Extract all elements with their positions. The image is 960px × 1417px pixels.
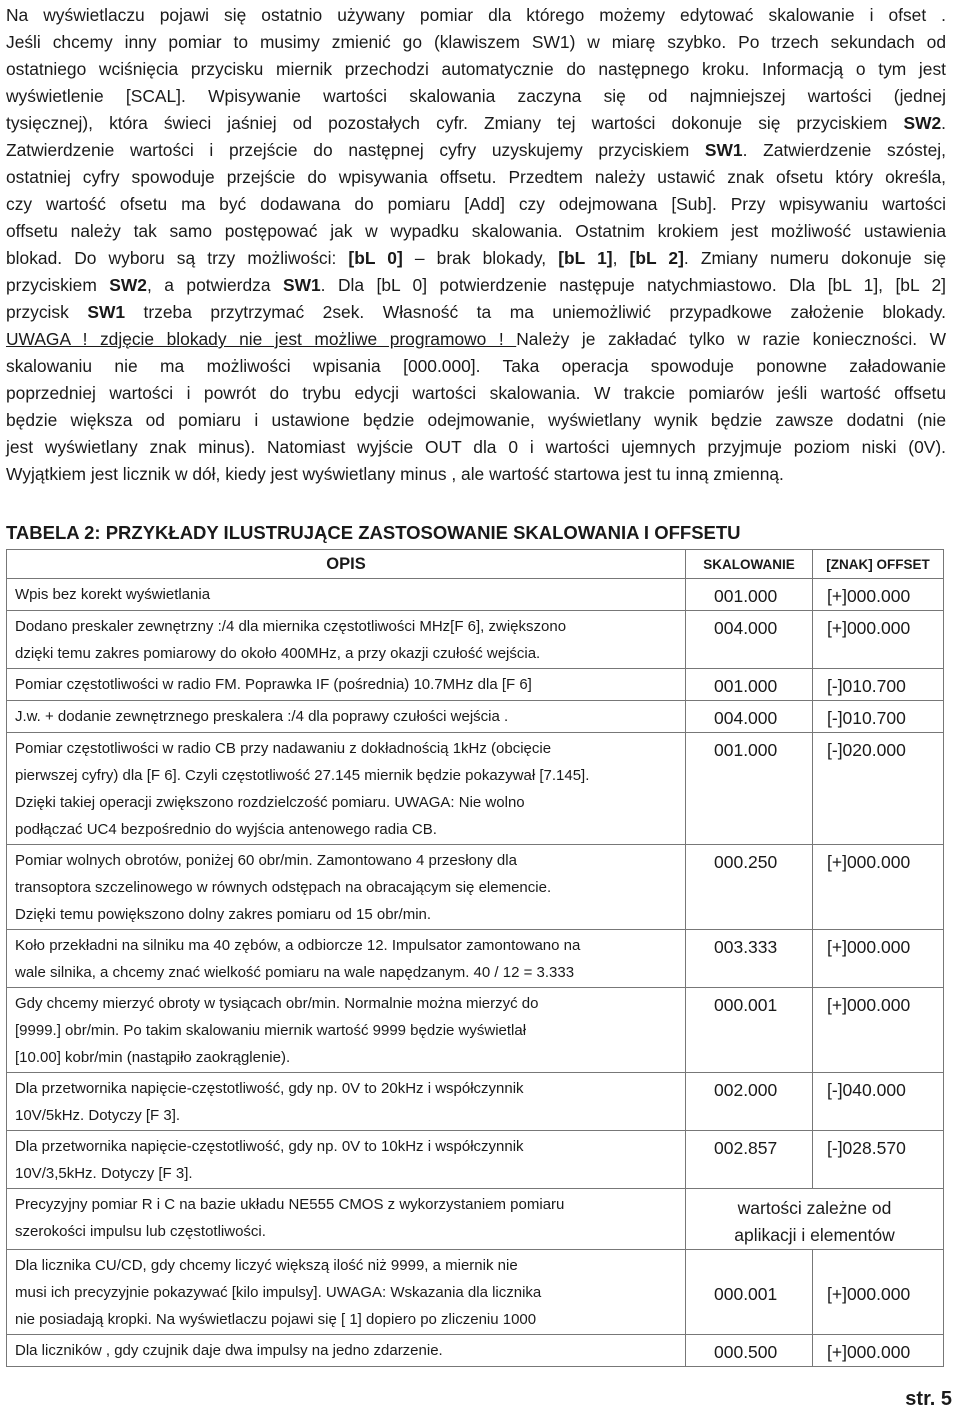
merged-value-cell	[686, 1189, 944, 1250]
row-description	[7, 611, 686, 669]
description-line: Dla przetwornika napięcie-częstotliwość, gdy np. 0V to 20kHz i współczynnik	[15, 1080, 524, 1097]
row-description	[7, 733, 686, 845]
description-line: Dla liczników , gdy czujnik daje dwa impulsy na jedno zdarzenie.	[15, 1342, 443, 1359]
row-description	[7, 930, 686, 988]
intro-line: przycisk SW1 trzeba przytrzymać 2sek. Własność ta ma uniemożliwić przypadkowe założenie blokady.	[6, 302, 947, 322]
header-opis: OPIS	[7, 550, 686, 579]
offset-value: [+]000.000	[813, 1250, 944, 1335]
table-header-row	[7, 550, 944, 579]
offset-value: [+]000.000	[813, 1335, 944, 1367]
offset-value: [-]040.000	[813, 1073, 944, 1131]
row-description	[7, 1335, 686, 1367]
description-line: musi ich precyzyjnie pokazywać [kilo impulsy]. UWAGA: Wskazania dla licznika	[15, 1284, 542, 1301]
merged-value-line: wartości zależne od	[737, 1198, 892, 1218]
description-line: Pomiar wolnych obrotów, poniżej 60 obr/min. Zamontowano 4 przesłony dla	[15, 852, 517, 869]
scale-value: 002.857	[686, 1131, 813, 1189]
intro-line: Na wyświetlaczu pojawi się ostatnio używany pomiar dla którego możemy edytować skalowanie i ofset .	[6, 5, 946, 25]
description-line: 10V/5kHz. Dotyczy [F 3].	[15, 1107, 181, 1124]
intro-line: ostatniego wciśnięcia przycisku miernik przechodzi automatycznie do następnego kroku. Informacją o tym jest	[6, 59, 946, 79]
scale-value: 004.000	[686, 701, 813, 733]
intro-line: skalowaniu nie ma możliwości wpisania [000.000]. Taka operacja spowoduje ponowne załadowanie	[6, 356, 946, 376]
intro-line: Jeśli chcemy inny pomiar to musimy zmienić go (klawiszem SW1) w miarę szybko. Po trzech sekundach od	[6, 32, 946, 52]
table-row	[7, 930, 944, 988]
intro-line: będzie większa od pomiaru i ustawione będzie odejmowanie, wyświetlany wynik będzie zawsze dodatni (nie	[6, 410, 946, 430]
header-skalowanie: SKALOWANIE	[686, 550, 813, 579]
offset-value: [-]028.570	[813, 1131, 944, 1189]
table-row	[7, 988, 944, 1073]
offset-value: [-]020.000	[813, 733, 944, 845]
offset-value: [-]010.700	[813, 669, 944, 701]
row-description	[7, 669, 686, 701]
table-row	[7, 1189, 944, 1250]
description-line: szerokości impulsu lub częstotliwości.	[15, 1223, 266, 1240]
intro-line: UWAGA ! zdjęcie blokady nie jest możliwe programowo ! Należy je zakładać tylko w razie konieczności. W	[6, 329, 946, 349]
description-line: pierwszej cyfry) dla [F 6]. Czyli częstotliwość 27.145 miernik będzie pokazywał [7.145].	[15, 767, 590, 784]
description-line: Dodano preskaler zewnętrzny :/4 dla miernika częstotliwości MHz[F 6], zwiększono	[15, 618, 567, 635]
table-row	[7, 1131, 944, 1189]
table-row	[7, 701, 944, 733]
description-line: Pomiar częstotliwości w radio CB przy nadawaniu z dokładnością 1kHz (obcięcie	[15, 740, 552, 757]
intro-line: ostatniej cyfry spowoduje przejście do wpisywania offsetu. Przedtem należy ustawić znak ofsetu który określa,	[6, 167, 946, 187]
description-line: transoptora szczelinowego w równych odstępach na obracającym się elemencie.	[15, 879, 552, 896]
description-line: nie posiadają kropki. Na wyświetlaczu pojawi się [ 1] dopiero po zliczeniu 1000	[15, 1311, 537, 1328]
row-description	[7, 701, 686, 733]
description-line: Dla przetwornika napięcie-częstotliwość, gdy np. 0V to 10kHz i współczynnik	[15, 1138, 524, 1155]
scale-value: 004.000	[686, 611, 813, 669]
row-description	[7, 1073, 686, 1131]
table-row	[7, 845, 944, 930]
offset-value: [+]000.000	[813, 930, 944, 988]
description-line: Koło przekładni na silniku ma 40 zębów, a odbiorcze 12. Impulsator zamontowano na	[15, 937, 581, 954]
description-line: 10V/3,5kHz. Dotyczy [F 3].	[15, 1165, 193, 1182]
description-line: Dzięki takiej operacji zwiększono rozdzielczość pomiaru. UWAGA: Nie wolno	[15, 794, 525, 811]
table-row	[7, 611, 944, 669]
table-row	[7, 1250, 944, 1335]
table-title: TABELA 2: PRZYKŁADY ILUSTRUJĄCE ZASTOSOWANIE SKALOWANIA I OFFSETU	[6, 522, 741, 543]
description-line: Wpis bez korekt wyświetlania	[15, 586, 211, 603]
scale-value: 001.000	[686, 733, 813, 845]
description-line: [10.00] kobr/min (nastąpiło zaokrąglenie).	[15, 1049, 291, 1066]
intro-line: tysięcznej), która świeci jaśniej od pozostałych cyfr. Zmiany tej wartości dokonuje się przyciskiem SW2.	[6, 113, 946, 133]
scale-value: 001.000	[686, 579, 813, 611]
offset-value: [-]010.700	[813, 701, 944, 733]
intro-paragraph	[6, 2, 946, 488]
intro-line: przyciskiem SW2, a potwierdza SW1. Dla [bL 0] potwierdzenie następuje natychmiastowo. Dla [bL 1], [bL 2]	[6, 275, 946, 295]
description-line: Dla licznika CU/CD, gdy chcemy liczyć większą ilość niż 9999, a miernik nie	[15, 1257, 518, 1274]
page-number: str. 5	[905, 1388, 952, 1410]
scale-value: 000.500	[686, 1335, 813, 1367]
table-row	[7, 579, 944, 611]
scale-value: 002.000	[686, 1073, 813, 1131]
row-description	[7, 1131, 686, 1189]
description-line: J.w. + dodanie zewnętrznego preskalera :/4 dla poprawy czułości wejścia .	[15, 708, 509, 725]
intro-line: blokad. Do wyboru są trzy możliwości: [bL 0] – brak blokady, [bL 1], [bL 2]. Zmiany numeru dokonuje się	[6, 248, 947, 268]
description-line: podłączać UC4 bezpośrednio do wyjścia antenowego radia CB.	[15, 821, 437, 838]
scale-value: 003.333	[686, 930, 813, 988]
description-line: Pomiar częstotliwości w radio FM. Poprawka IF (pośrednia) 10.7MHz dla [F 6]	[15, 676, 532, 693]
row-description	[7, 579, 686, 611]
offset-value: [+]000.000	[813, 579, 944, 611]
description-line: Gdy chcemy mierzyć obroty w tysiącach obr/min. Normalnie można mierzyć do	[15, 995, 539, 1012]
scale-value: 001.000	[686, 669, 813, 701]
description-line: dzięki temu zakres pomiarowy do około 400MHz, a przy okazji czułość wejścia.	[15, 645, 541, 662]
scale-value: 000.001	[686, 1250, 813, 1335]
description-line: Dzięki temu powiększono dolny zakres pomiaru od 15 obr/min.	[15, 906, 432, 923]
intro-line: Wyjątkiem jest licznik w dół, kiedy jest wyświetlany minus , ale wartość startowa jest tu inną zmienną.	[6, 464, 784, 484]
offset-value: [+]000.000	[813, 845, 944, 930]
intro-line: Zatwierdzenie wartości i przejście do następnej cyfry uzyskujemy przyciskiem SW1. Zatwierdzenie szóstej,	[6, 140, 946, 160]
table-row	[7, 1335, 944, 1367]
scaling-examples-table	[6, 549, 944, 1367]
description-line: [9999.] obr/min. Po takim skalowaniu miernik wartość 9999 będzie wyświetlał	[15, 1022, 527, 1039]
intro-line: jest wyświetlany znak minus). Natomiast wyjście OUT dla 0 i wartości ujemnych przyjmuje poziom niski (0V).	[6, 437, 946, 457]
row-description	[7, 1189, 686, 1250]
table-row	[7, 733, 944, 845]
offset-value: [+]000.000	[813, 611, 944, 669]
scale-value: 000.001	[686, 988, 813, 1073]
offset-value: [+]000.000	[813, 988, 944, 1073]
intro-line: wyświetlenie [SCAL]. Wpisywanie wartości skalowania zaczyna się od najmniejszej wartości (jednej	[6, 86, 946, 106]
description-line: Precyzyjny pomiar R i C na bazie układu NE555 CMOS z wykorzystaniem pomiaru	[15, 1196, 565, 1213]
description-line: wale silnika, a chcemy znać wielkość pomiaru na wale napędzanym. 40 / 12 = 3.333	[15, 964, 575, 981]
merged-value-line: aplikacji i elementów	[734, 1225, 895, 1245]
table-row	[7, 669, 944, 701]
intro-line: offsetu należy tak samo postępować jak w wypadku skalowania. Ostatnim krokiem jest możliwość ustawienia	[6, 221, 946, 241]
scale-value: 000.250	[686, 845, 813, 930]
table-row	[7, 1073, 944, 1131]
intro-line: poprzedniej wartości i powrót do trybu edycji wartości skalowania. W trakcie pomiarów jeśli wartość offsetu	[6, 383, 946, 403]
row-description	[7, 988, 686, 1073]
row-description	[7, 1250, 686, 1335]
header-offset: [ZNAK] OFFSET	[813, 550, 944, 579]
row-description	[7, 845, 686, 930]
intro-line: czy wartość ofsetu ma być dodawana do pomiaru [Add] czy odejmowana [Sub]. Przy wpisywaniu wartości	[6, 194, 946, 214]
